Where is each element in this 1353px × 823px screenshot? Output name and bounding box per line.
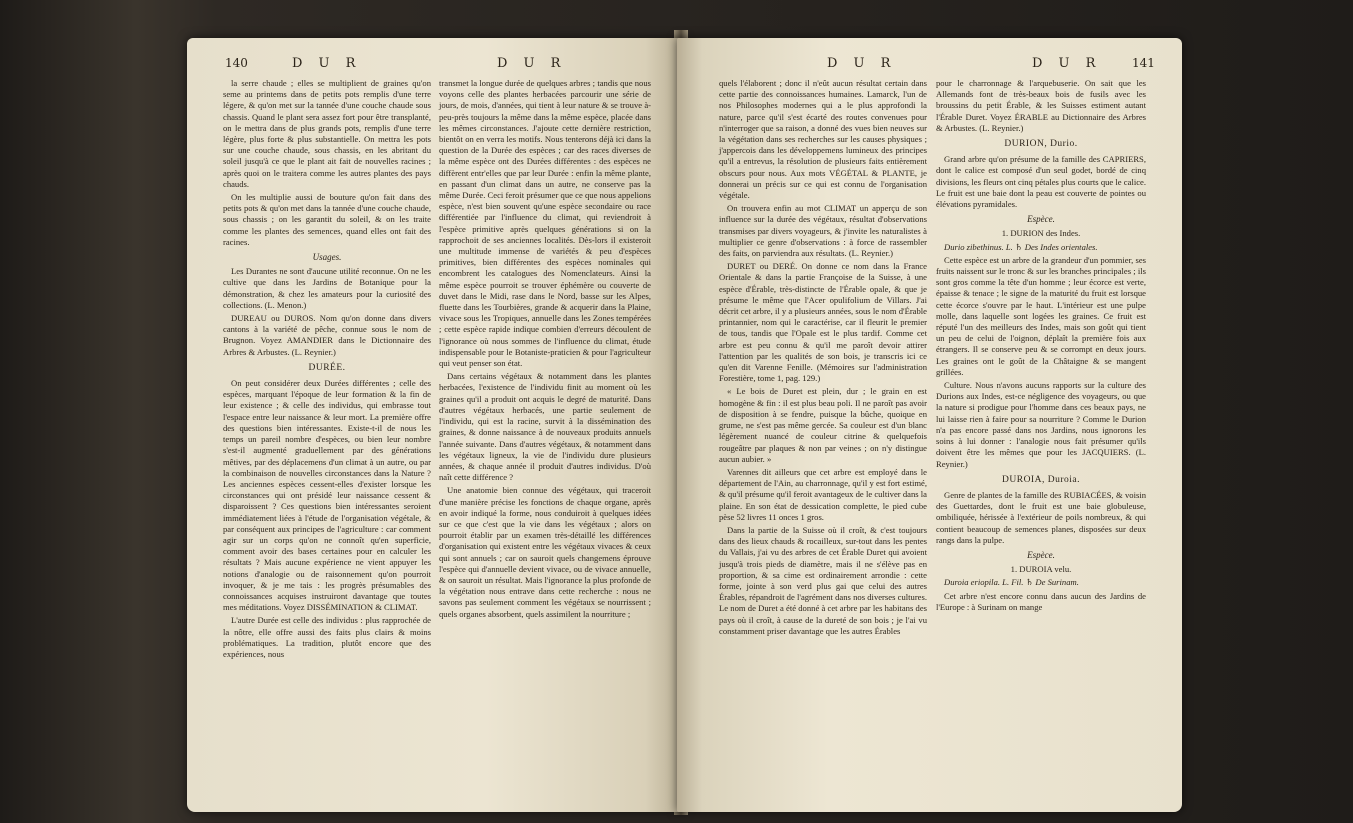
entry-heading: DURÉE. xyxy=(308,362,346,373)
section-heading: Espèce. xyxy=(1027,214,1055,225)
right-page-column-1 xyxy=(719,78,927,639)
paragraph: L'autre Durée est celle des individus : plus rapprochée de la nôtre, elle offre aussi des faits plus clairs & moins problématiques. La tradition, plutôt encore que des expériences, nous xyxy=(223,615,431,659)
paragraph: « Le bois de Duret est plein, dur ; le grain en est homogène & fin : il est plus beau poli. Il ne paroît pas avoir de disposition à se fendre, puisque la bûche, quoique en grume, ne s'est pas même gercée. Sa couleur est d'un blanc légèrement nuancé de couleur citrine & quelquefois rougeâtre par plaques & non par veines ; on n'y distingue aucun aubier. » xyxy=(719,386,927,464)
paragraph: Une anatomie bien connue des végétaux, qui traceroit d'une manière précise les fonctions de chaque organe, après en avoir indiqué la forme, nous conduiroit à quelques idées sur ce que c'est que la vie dans les végétaux ; alors on pourroit établir par un examen très-détaillé les différences d'organisation qui existent entre les végétaux vivaces & ceux qui sont annuels ; car on sauroit quels changemens éprouve l'espèce qui d'annuelle devient vivace, ou de vivace annuelle, & on sauroit un résultat. Mais l'ignorance la plus profonde de la végétation nous entrave dans cette recherche : nous ne savons pas seulement comment les végétaux se nourrissent ; quels organes absorbent, quels assimilent la nourriture ; xyxy=(439,485,651,619)
paragraph: pour le charronnage & l'arquebuserie. On sait que les Allemands font de très-beaux bois de fusils avec les broussins du petit Érable, & les Suisses estiment autant l'Érable Duret. Voyez ÉRABLE au Dictionnaire des Arbres & Arbustes. (L. Reynier.) xyxy=(936,78,1146,133)
paragraph: DURET ou DERÉ. On donne ce nom dans la France Orientale & dans la partie Françoise de la Suisse, à une espèce d'Érable, très-distincte de l'Érable opale, & que je présume le même que l'Acer opulifolium de Villars. J'ai décrit cet arbre, il y a plusieurs années, sous le nom d'Érable printannier, nom qui le caractérise, car il fleurit le premier de tous, tandis que l'Opale est le plus tardif. Comme cet arbre est peu connu & qu'il me paroît devoir attirer l'attention par les qualités de son bois, je transcris ici ce qu'en dit Varenne Fenille. (Mémoires sur l'administration Forestière, tome 1, pag. 129.) xyxy=(719,261,927,384)
paragraph: On les multiplie aussi de bouture qu'on fait dans des petits pots & qu'on met dans la tannée d'une couche chaude, sous chassis ; on les garantit du soleil, & on les traite comme les plantes des semences, quand elles ont fait des racines. xyxy=(223,192,431,247)
paragraph: quels l'élaborent ; donc il n'eût aucun résultat certain dans cette partie des connoissances humaines. Lamarck, l'un de nos Philosophes modernes qui a le plus approfondi la nature, parce qu'il s'est écarté des routes convenues pour n'interroger que sa raison, a donné des vues bien neuves sur la végétation dans ses recherches sur les causes physiques ; j'appercois dans les développemens lumineux des principes qu'il a entrevus, la résolution de plusieurs faits entièrement obscurs pour nous. Aux mots VÉGÉTAL & PLANTE, je donnerai un précis sur ce qui est connu de l'organisation végétale. xyxy=(719,78,927,201)
paragraph: Culture. Nous n'avons aucuns rapports sur la culture des Durions aux Indes, est-ce négligence des voyageurs, ou que la nature si prodigue pour l'homme dans ces beaux pays, ne lui laisse rien à faire pour sa nourriture ? Comme le Durion n'a pas encore passé dans nos Jardins, nous ignorons les soins à lui donner : l'analogie nous fait présumer qu'ils doivent être les mêmes que pour les JACQUIERS. (L. Reynier.) xyxy=(936,380,1146,469)
paragraph: Varennes dit ailleurs que cet arbre est employé dans le département de l'Ain, au charronnage, qu'il y est fort estimé, & qu'il présume qu'il feroit avantageux de le cultiver dans la plaine. En son état de dessication complette, le pied cube pèse 52 livres 11 onces 1 gros. xyxy=(719,466,927,522)
paragraph: la serre chaude ; elles se multiplient de graines qu'on seme au printems dans de petits pots remplis d'une terre légere, & qu'on met sur la tannée d'une couche chaude sous chassis. Quand le plant sera assez fort pour être transplanté, on le mettra dans de plus grands pots, remplis d'une terre légère, plus forte & plus substantielle. On mettra les pots sur une couche chaude, sous chassis, en les abritant du soleil jusqu'à ce que le plant ait fait de nouvelles racines ; après quoi on le traitera comme les autres plantes des pays chauds. xyxy=(223,78,431,189)
left-page xyxy=(187,38,685,812)
paragraph: On peut considérer deux Durées différentes ; celle des espèces, marquant l'époque de leur formation & la fin de leur existence ; & celle des individus, qui embrasse tout l'espace entre leur naissance & leur mort. La première offre des questions bien intéressantes. Existe-t-il de nous les temps un pareil nombre d'espèces, ou bien leur nombre s'est-il augmenté graduellement par des générations mêtives, par des déplacemens d'un climat à un autre, ou par la combinaison de nouvelles circonstances dans la Nature ? Les anciennes espèces cessent-elles d'exister lorsque les circonstances qui ont présidé leur naissance cessent & disparoissent ? Ces questions bien intéressantes seroient immédiatement liées à l'étude de l'organisation végétale, & par conséquent aux principes de l'agriculture : car comment agir sur un corps qu'on ne connoît qu'en superficie, comment avoir des bases certaines pour en calculer les résultats ? Mais aucune expérience ne vient appuyer les notions d'analogie ou de raisonnement qu'on pourroit invoquer, & je me tais : les progrès présumables des connoissances acquises instruiront davantage que toutes mes méditations. Voyez DISSÉMINATION & CLIMAT. xyxy=(223,378,431,613)
entry-heading: DUROIA, Duroia. xyxy=(1002,474,1080,485)
running-head: D U R xyxy=(292,56,362,71)
section-heading: Espèce. xyxy=(1027,549,1055,560)
species-name: 1. DURION des Indes. xyxy=(1001,228,1081,239)
entry-heading: DURION, Durio. xyxy=(1004,139,1078,150)
paragraph: Dans la partie de la Suisse où il croît, & c'est toujours dans des lieux chauds & rocailleux, sur-tout dans les pentes du Vallais, j'ai vu des arbres de cet Érable Duret qui avoient jusqu'à trois pieds de diamètre, mais il ne s'élève pas en proportion, & sa cime est ordinairement arrondie : cette forme, jointe à son verd plus gai que celui des autres Érables, répandroit de l'agrément dans nos diverses cultures. Le nom de Duret a été donné à cet arbre par les habitans des pays où il croît, à cause de la dureté de son bois ; je l'ai vu constamment priser davantage que les autres Érables xyxy=(719,524,927,636)
running-head: D U R xyxy=(1032,56,1102,71)
paragraph: On trouvera enfin au mot CLIMAT un apperçu de son influence sur la durée des végétaux, résultat d'observations transmises par divers voyageurs, & j'invite les naturalistes à multiplier ce genre d'observations : à force de rassembler des faits, on parviendra aux résultats. (L. Reynier.) xyxy=(719,203,927,259)
paragraph: Cette espèce est un arbre de la grandeur d'un pommier, ses fruits naissent sur le tronc & sur les branches principales ; ils sont gros comme la tête d'un homme ; leur écorce est verte, épaisse & tenace ; le signe de la maturité du fruit est lorsque cette écorce s'ouvre par le haut. L'intérieur est une pulpe molle, dans laquelle sont logées les graines. Ce fruit est réputé l'un des meilleurs des Indes, mais son goût qui tient un peu de celui de l'oignon, déplaît la première fois aux étrangers. Il se conserve peu & se corrompt en deux jours. Les graines ont le goût de la Châtaigne & se mangent grillées. xyxy=(936,254,1146,377)
left-page-column-1 xyxy=(223,78,431,662)
page-number-right: 141 xyxy=(1132,56,1155,70)
running-head: D U R xyxy=(827,56,897,71)
right-page xyxy=(677,38,1182,812)
right-page-column-2 xyxy=(936,78,1146,615)
paragraph: DUREAU ou DUROS. Nom qu'on donne dans divers cantons à la variété de pêche, connue sous le nom de Brugnon. Voyez AMANDIER dans le Dictionnaire des Arbres & Arbustes. (L. Reynier.) xyxy=(223,313,431,357)
paragraph: transmet la longue durée de quelques arbres ; tandis que nous voyons celle des plantes herbacées parcourir une série de jours, de mois, d'années, qui tient à leur nature & se trouve à-peu-près toujours la même dans la même espèce, placée dans les mêmes circonstances. J'ajoute cette dernière restriction, bientôt on en verra les motifs. Nous tenterons déjà ici dans la question de la Durée des espèces ; car des races diverses de la même espèce ont des Durées différentes : des espèces ne diffèrent entr'elles que par leur Durée : enfin la même plante, en passant d'un climat dans un autre, ne conserve pas la même Durée. Ceci feroit présumer que ce que nous appelions espèce, n'est bien souvent qu'une espèce secondaire ou race différentiée par l'influence du climat, qui reviendroit à l'espèce primitive après quelques générations si on la rapprochoit de ses anciennes localités. Dès-lors il existeroit une multitude immense de variétés & peu d'espèces primitives, bien différentes des espèces nominales qui encombrent les catalogues des Nomenclateurs. Ainsi la même espèce pourroit se trouver éphémère ou couverte de duvet dans le Midi, rase dans le Nord, basse sur les Alpes, fluette dans les Tourbières, grande & acquerir dans la Plaine, vivace sous les Tropiques, annuelle dans les Zones tempérées ; cette espèce rapide indique combien d'erreurs découlent de l'ignorance où nous sommes de l'influence du climat, étude indispensable pour le Botaniste-praticien & pour l'agriculteur qui veut penser son état. xyxy=(439,78,651,369)
page-number-left: 140 xyxy=(225,56,248,70)
paragraph: Cet arbre n'est encore connu dans aucun des Jardins de l'Europe : à Surinam on mange xyxy=(936,590,1146,612)
paragraph: Genre de plantes de la famille des RUBIACÉES, & voisin des Guettardes, dont le fruit est une baie globuleuse, ombiliquée, hérissée à l'extérieur de poils nombreux, & qui contient beaucoup de semences planes, disposées sur deux rangs dans la pulpe. xyxy=(936,489,1146,545)
paragraph: Les Durantes ne sont d'aucune utilité reconnue. On ne les cultive que dans les Jardins de Botanique pour la démonstration, & chez les amateurs pour la curiosité des collections. (L. Menon.) xyxy=(223,266,431,310)
paragraph: Dans certains végétaux & notamment dans les plantes herbacées, l'existence de l'individu finit au moment où les graines qu'il a produit ont acquis le degré de maturité. Dans d'autres végétaux herbacés, une partie seulement de l'individu, qui est la racine, survit à la dissémination des graines, & donne naissance à de nouveaux produits annuels l'année suivante. Dans d'autres végétaux, & notamment dans les végétaux ligneux, la vie de l'individu dure plusieurs années, & chaque année il produit d'autres individus. D'où naît cette différence ? xyxy=(439,371,651,483)
section-heading: Usages. xyxy=(312,252,342,263)
paragraph: Grand arbre qu'on présume de la famille des CAPRIERS, dont le calice est composé d'un seul godet, bordé de cinq divisions, les fleurs ont cinq pétales plus courts que le calice. Le fruit est une baie dont la peau est couverte de pointes ou élévations pyramidales. xyxy=(936,154,1146,210)
left-page-column-2 xyxy=(439,78,651,622)
species-latin: Duroia eriopila. L. Fil. ♄ De Surinam. xyxy=(944,577,1079,588)
running-head: D U R xyxy=(497,56,567,71)
species-latin: Durio zibethinus. L. ♄ Des Indes orientales. xyxy=(944,241,1098,252)
species-name: 1. DUROIA velu. xyxy=(1010,564,1072,575)
